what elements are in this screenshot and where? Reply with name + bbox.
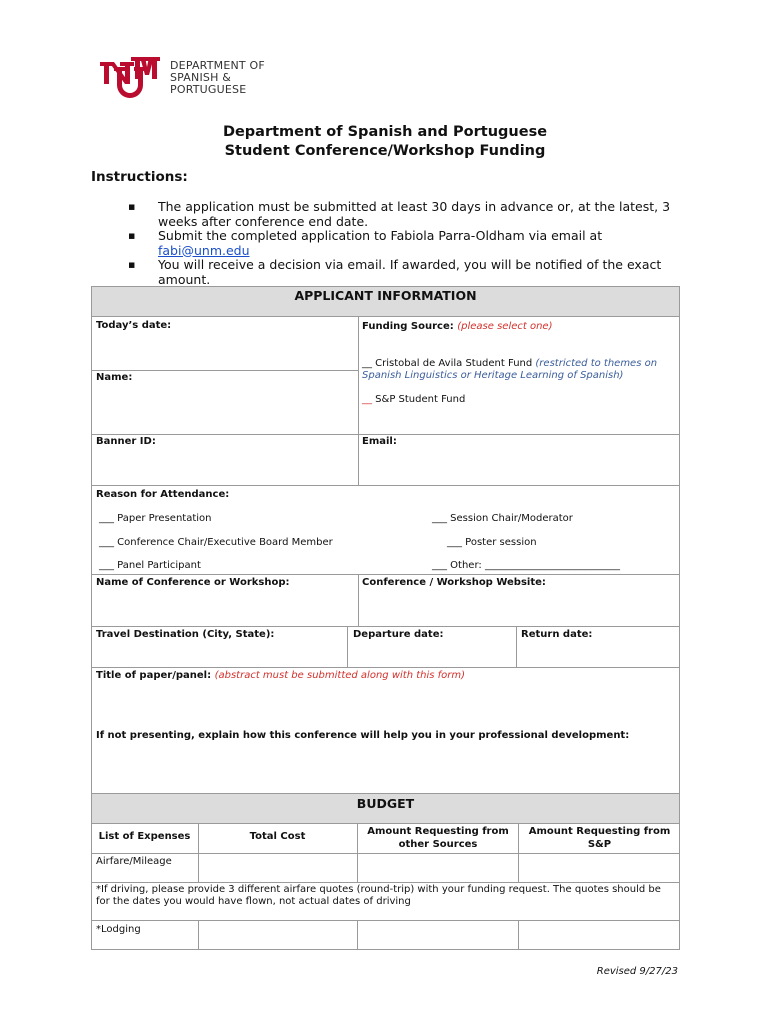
instruction-item: ▪ The application must be submitted at least 30 days in advance or, at the latest, 3 weeks after conference end date. <box>128 200 688 229</box>
reason-panel-participant[interactable]: ___ Panel Participant <box>99 560 201 571</box>
instruction-item: ▪ You will receive a decision via email. If awarded, you will be notified of the exact amount. <box>128 258 688 287</box>
revision-date: Revised 9/27/23 <box>596 966 678 977</box>
document-subtitle: Student Conference/Workshop Funding <box>224 143 546 159</box>
email-label: Email: <box>362 436 397 447</box>
banner-id-label: Banner ID: <box>96 436 156 447</box>
budget-row-airfare: Airfare/Mileage <box>96 856 172 867</box>
application-form <box>91 286 680 949</box>
reason-paper-presentation[interactable]: ___ Paper Presentation <box>99 513 212 524</box>
professional-dev-label: If not presenting, explain how this conference will help you in your professional development: <box>96 730 630 741</box>
reason-session-chair[interactable]: ___ Session Chair/Moderator <box>432 513 573 524</box>
document-title: Department of Spanish and Portuguese <box>222 124 548 140</box>
conference-name-label: Name of Conference or Workshop: <box>96 577 290 588</box>
funding-option-cristobal[interactable]: __ Cristobal de Avila Student Fund (restricted to themes on Spanish Linguistics or Heritage Learning of Spanish) <box>362 358 658 381</box>
budget-col-other-sources: Amount Requesting from other Sources <box>367 826 509 850</box>
reason-label: Reason for Attendance: <box>96 489 230 500</box>
paper-title-label: Title of paper/panel: (abstract must be submitted along with this form) <box>96 670 466 681</box>
conference-website-label: Conference / Workshop Website: <box>362 577 546 588</box>
department-name: DEPARTMENT OF SPANISH & PORTUGUESE <box>170 59 265 96</box>
budget-section-title: BUDGET <box>356 796 415 811</box>
funding-source-hint: (please select one) <box>457 321 553 332</box>
travel-destination-label: Travel Destination (City, State): <box>96 629 275 640</box>
funding-source-label: Funding Source: (please select one) <box>362 321 553 332</box>
instruction-item: ▪ Submit the completed application to Fabiola Parra-Oldham via email at fabi@unm.edu <box>128 229 688 258</box>
paper-title-note: (abstract must be submitted along with this form) <box>214 670 466 681</box>
reason-conference-chair[interactable]: ___ Conference Chair/Executive Board Member <box>99 537 333 548</box>
applicant-section-title: APPLICANT INFORMATION <box>294 288 477 303</box>
departure-date-label: Departure date: <box>353 629 444 640</box>
budget-col-expenses: List of Expenses <box>98 831 191 842</box>
return-date-label: Return date: <box>521 629 593 640</box>
reason-poster-session[interactable]: ___ Poster session <box>447 537 537 548</box>
funding-option-sp[interactable]: __ S&P Student Fund <box>362 394 466 405</box>
budget-col-total-cost: Total Cost <box>249 831 306 842</box>
todays-date-label: Today’s date: <box>96 320 172 331</box>
reason-other[interactable]: ___ Other: ___________________________ <box>432 560 620 571</box>
name-label: Name: <box>96 372 133 383</box>
budget-row-lodging: *Lodging <box>96 924 141 935</box>
budget-col-sp: Amount Requesting from S&P <box>528 826 671 850</box>
email-link[interactable]: fabi@unm.edu <box>158 242 250 258</box>
instructions-heading: Instructions: <box>91 169 188 185</box>
instructions-list <box>128 200 688 287</box>
unm-logo <box>100 57 160 101</box>
airfare-note: *If driving, please provide 3 different airfare quotes (round-trip) with your funding request. The quotes should be for the dates you would have flown, not actual dates of driving <box>96 884 661 907</box>
